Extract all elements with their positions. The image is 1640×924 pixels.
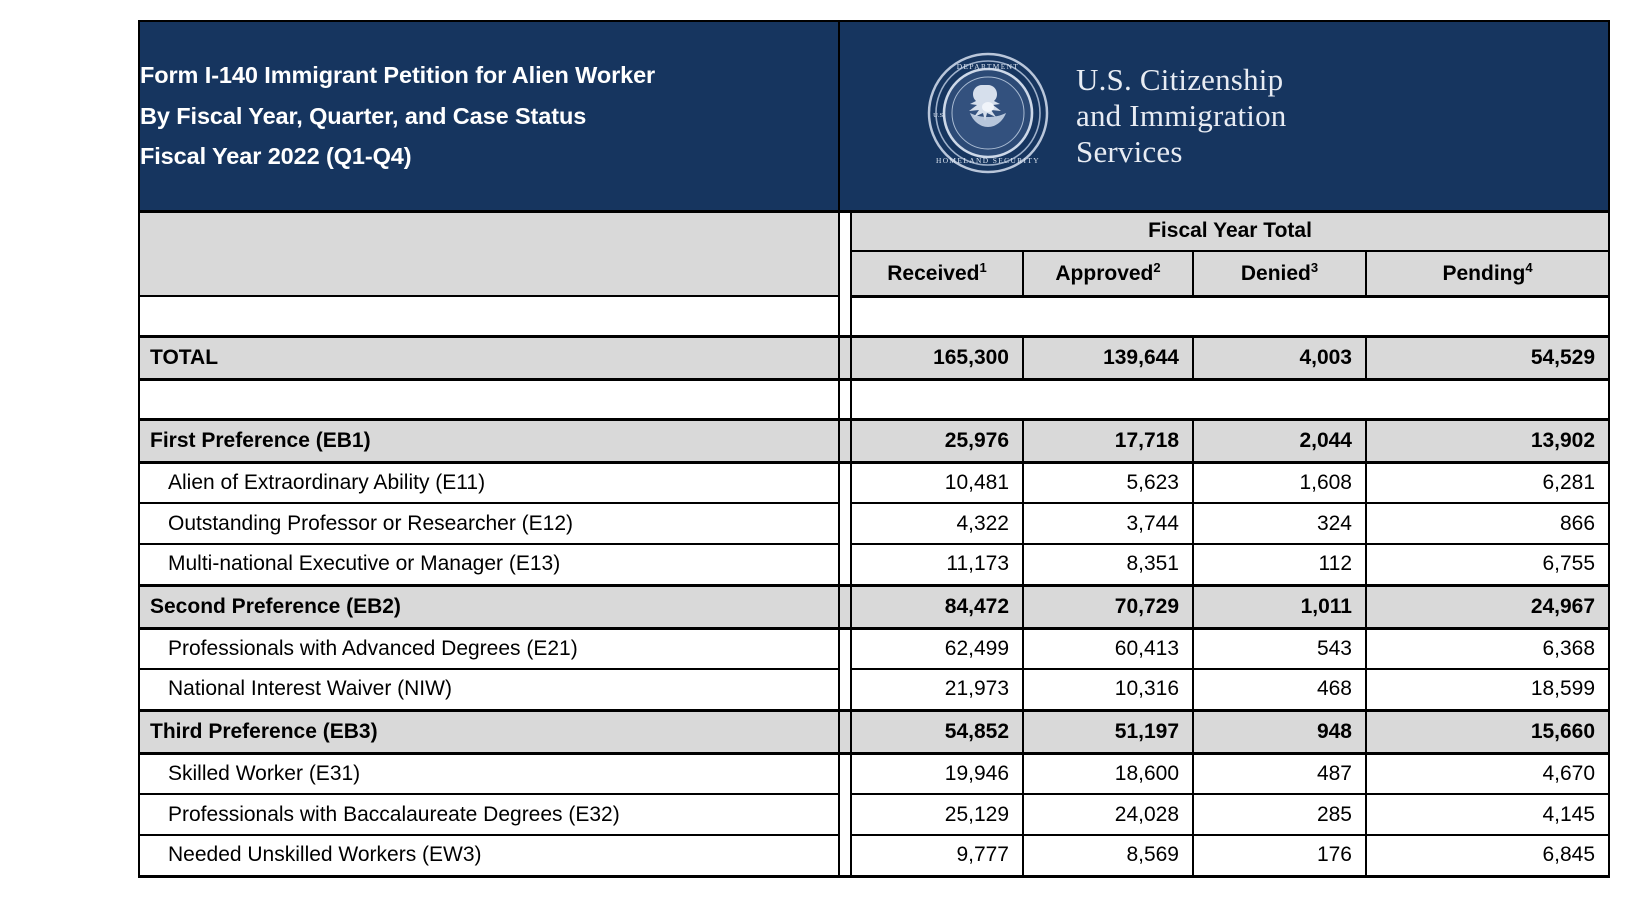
cell-ew3-approved: 8,569	[1023, 835, 1193, 876]
column-header-approved-label: Approved	[1055, 262, 1154, 286]
column-header-pending	[1366, 251, 1609, 296]
table-row-e11	[139, 462, 1609, 503]
cell-total-approved: 139,644	[1023, 336, 1193, 379]
spacer-label-cell	[139, 296, 839, 336]
row-label-e11: Alien of Extraordinary Ability (E11)	[139, 462, 839, 503]
cell-ew3-denied: 176	[1193, 835, 1366, 876]
row-label-e12: Outstanding Professor or Researcher (E12)	[139, 503, 839, 544]
cell-e31-received: 19,946	[851, 753, 1023, 794]
table-row-niw	[139, 669, 1609, 710]
column-gap-spacer	[839, 462, 851, 503]
cell-eb1-received: 25,976	[851, 419, 1023, 462]
column-gap-spacer	[839, 628, 851, 669]
cell-niw-denied: 468	[1193, 669, 1366, 710]
cell-total-pending: 54,529	[1366, 336, 1609, 379]
row-label-e21: Professionals with Advanced Degrees (E21)	[139, 628, 839, 669]
cell-ew3-pending: 6,845	[1366, 835, 1609, 876]
column-header-received-label: Received	[887, 262, 980, 286]
cell-eb1-pending: 13,902	[1366, 419, 1609, 462]
cell-total-received: 165,300	[851, 336, 1023, 379]
agency-name	[1076, 62, 1286, 170]
cell-total-denied: 4,003	[1193, 336, 1366, 379]
table-row-e32	[139, 794, 1609, 835]
spacer-label-cell	[139, 379, 839, 419]
row-label-niw: National Interest Waiver (NIW)	[139, 669, 839, 710]
table-row-e21	[139, 628, 1609, 669]
cell-ew3-received: 9,777	[851, 835, 1023, 876]
column-gap-spacer	[839, 336, 851, 379]
column-gap-spacer	[839, 503, 851, 544]
column-gap-spacer	[839, 419, 851, 462]
document-header-row	[139, 21, 1609, 211]
header-corner-cell	[139, 211, 839, 296]
title-line-3: Fiscal Year 2022 (Q1-Q4)	[140, 142, 412, 169]
agency-line-3: Services	[1076, 133, 1183, 169]
column-gap-spacer	[839, 585, 851, 628]
cell-e21-received: 62,499	[851, 628, 1023, 669]
cell-e31-approved: 18,600	[1023, 753, 1193, 794]
cell-eb3-denied: 948	[1193, 710, 1366, 753]
table-row-group-eb1	[139, 419, 1609, 462]
column-header-pending-footnote: 4	[1525, 260, 1533, 276]
title-line-2: By Fiscal Year, Quarter, and Case Status	[140, 102, 587, 129]
table-row-ew3	[139, 835, 1609, 876]
row-label-total: TOTAL	[139, 336, 839, 379]
row-label-ew3: Needed Unskilled Workers (EW3)	[139, 835, 839, 876]
cell-e11-approved: 5,623	[1023, 462, 1193, 503]
column-gap-spacer	[839, 296, 851, 336]
agency-line-1: U.S. Citizenship	[1076, 61, 1284, 97]
cell-niw-approved: 10,316	[1023, 669, 1193, 710]
column-gap-spacer	[839, 710, 851, 753]
column-header-denied-label: Denied	[1240, 262, 1311, 286]
cell-eb2-approved: 70,729	[1023, 585, 1193, 628]
cell-e32-approved: 24,028	[1023, 794, 1193, 835]
cell-e12-received: 4,322	[851, 503, 1023, 544]
cell-e11-received: 10,481	[851, 462, 1023, 503]
table-row-group-eb2	[139, 585, 1609, 628]
spacer-value-cell	[851, 379, 1609, 419]
cell-e13-approved: 8,351	[1023, 544, 1193, 585]
column-header-received	[851, 251, 1023, 296]
cell-e32-received: 25,129	[851, 794, 1023, 835]
cell-eb3-approved: 51,197	[1023, 710, 1193, 753]
cell-eb2-received: 84,472	[851, 585, 1023, 628]
cell-e31-denied: 487	[1193, 753, 1366, 794]
cell-eb1-approved: 17,718	[1023, 419, 1193, 462]
column-gap-spacer	[839, 379, 851, 419]
row-label-e31: Skilled Worker (E31)	[139, 753, 839, 794]
column-gap-spacer	[839, 211, 851, 296]
cell-e21-approved: 60,413	[1023, 628, 1193, 669]
cell-eb3-pending: 15,660	[1366, 710, 1609, 753]
row-label-eb3: Third Preference (EB3)	[139, 710, 839, 753]
column-header-denied	[1193, 251, 1366, 296]
agency-line-2: and Immigration	[1076, 97, 1287, 133]
page-title	[139, 21, 839, 211]
cell-eb1-denied: 2,044	[1193, 419, 1366, 462]
cell-e32-pending: 4,145	[1366, 794, 1609, 835]
cell-eb2-denied: 1,011	[1193, 585, 1366, 628]
table-row-e12	[139, 503, 1609, 544]
cell-e13-pending: 6,755	[1366, 544, 1609, 585]
cell-e31-pending: 4,670	[1366, 753, 1609, 794]
cell-e11-pending: 6,281	[1366, 462, 1609, 503]
table-row-e13	[139, 544, 1609, 585]
cell-e21-denied: 543	[1193, 628, 1366, 669]
spacer-row-below-total	[139, 379, 1609, 419]
column-header-received-footnote: 1	[979, 260, 987, 276]
column-gap-spacer	[839, 835, 851, 876]
column-gap-spacer	[839, 753, 851, 794]
cell-niw-received: 21,973	[851, 669, 1023, 710]
cell-e11-denied: 1,608	[1193, 462, 1366, 503]
cell-e32-denied: 285	[1193, 794, 1366, 835]
agency-branding	[839, 21, 1609, 211]
cell-e21-pending: 6,368	[1366, 628, 1609, 669]
spacer-row-above-total	[139, 296, 1609, 336]
table-row-total	[139, 336, 1609, 379]
column-header-denied-footnote: 3	[1310, 260, 1319, 276]
dhs-seal-icon	[926, 51, 1050, 180]
title-line-1: Form I-140 Immigrant Petition for Alien Worker	[140, 62, 656, 89]
cell-eb3-received: 54,852	[851, 710, 1023, 753]
row-label-e32: Professionals with Baccalaureate Degrees (E32)	[139, 794, 839, 835]
cell-eb2-pending: 24,967	[1366, 585, 1609, 628]
cell-niw-pending: 18,599	[1366, 669, 1609, 710]
svg-text:HOMELAND SECURITY: HOMELAND SECURITY	[935, 156, 1041, 166]
spacer-value-cell	[851, 296, 1609, 336]
row-label-eb1: First Preference (EB1)	[139, 419, 839, 462]
cell-e12-approved: 3,744	[1023, 503, 1193, 544]
column-header-pending-label: Pending	[1442, 262, 1526, 286]
table-row-e31	[139, 753, 1609, 794]
column-gap-spacer	[839, 794, 851, 835]
column-group-header-row	[139, 211, 1609, 251]
column-header-approved-footnote: 2	[1153, 260, 1161, 276]
row-label-e13: Multi-national Executive or Manager (E13)	[139, 544, 839, 585]
cell-e13-denied: 112	[1193, 544, 1366, 585]
row-label-eb2: Second Preference (EB2)	[139, 585, 839, 628]
cell-e13-received: 11,173	[851, 544, 1023, 585]
cell-e12-denied: 324	[1193, 503, 1366, 544]
column-header-approved	[1023, 251, 1193, 296]
fiscal-year-total-header: Fiscal Year Total	[851, 211, 1609, 251]
column-gap-spacer	[839, 544, 851, 585]
i140-statistics-table	[138, 20, 1610, 878]
svg-text:U.S.: U.S.	[933, 112, 945, 120]
cell-e12-pending: 866	[1366, 503, 1609, 544]
svg-text:DEPARTMENT: DEPARTMENT	[956, 62, 1020, 72]
column-gap-spacer	[839, 669, 851, 710]
table-row-group-eb3	[139, 710, 1609, 753]
